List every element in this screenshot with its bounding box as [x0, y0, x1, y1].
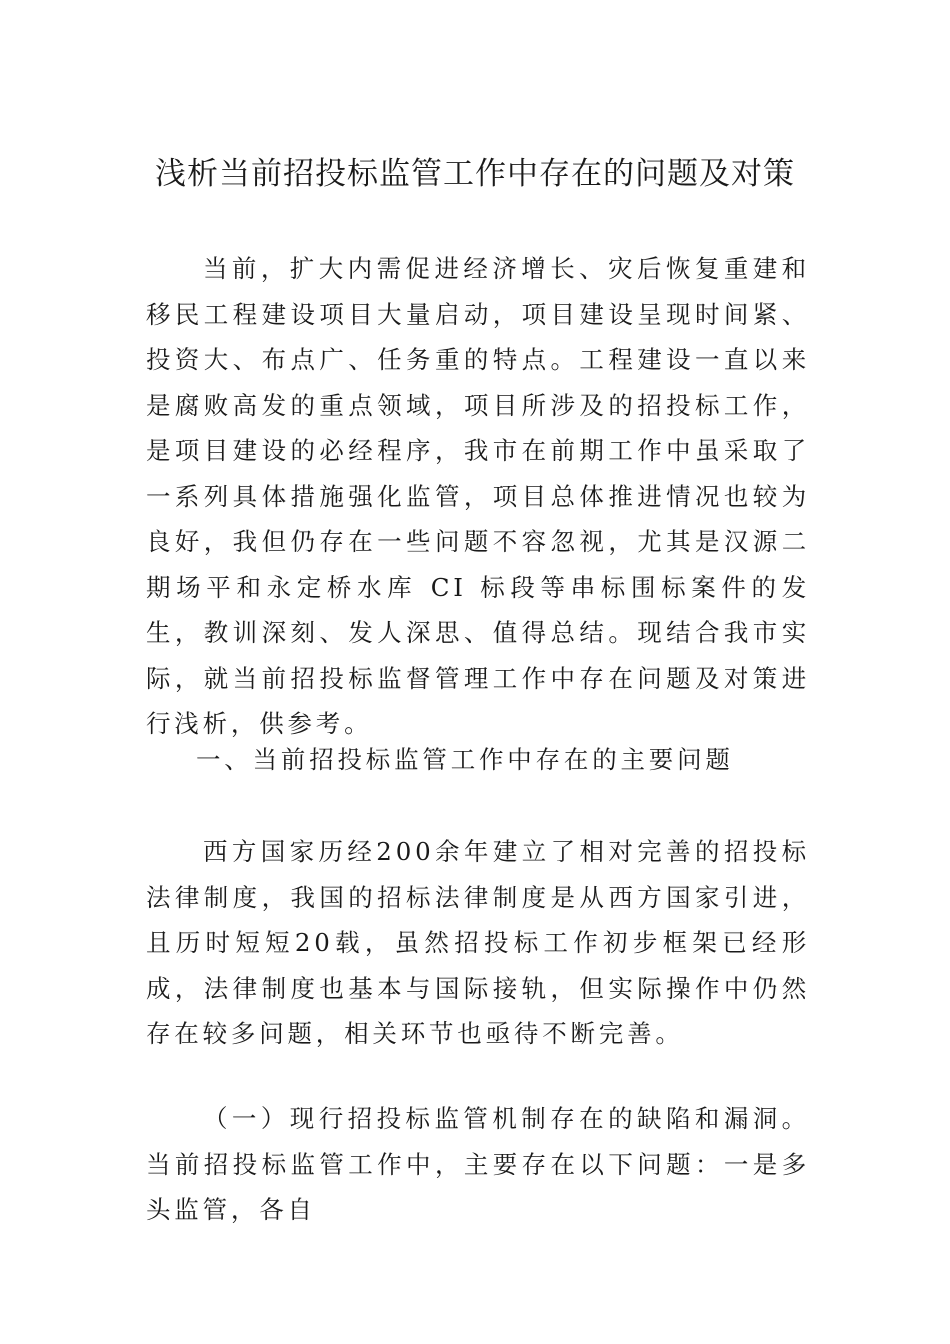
body-paragraph: 西方国家历经200余年建立了相对完善的招投标法律制度，我国的招标法律制度是从西方国家引进，且历时短短20载，虽然招投标工作初步框架已经形成，法律制度也基本与国际接轨，但实际操作中仍然存在较多问题，相关环节也亟待不断完善。 [146, 837, 810, 1048]
document-title: 浅析当前招投标监管工作中存在的问题及对策 [155, 156, 795, 192]
intro-paragraph: 当前，扩大内需促进经济增长、灾后恢复重建和移民工程建设项目大量启动，项目建设呈现时间紧、投资大、布点广、任务重的特点。工程建设一直以来是腐败高发的重点领域，项目所涉及的招投标工作，是项目建设的必经程序，我市在前期工作中虽采取了一系列具体措施强化监管，项目总体推进情况也较为良好，我但仍存在一些问题不容忽视，尤其是汉源二期场平和永定桥水库 CI 标段等串标围标案件的发生，教训深刻、发人深思、值得总结。现结合我市实际，就当前招投标监督管理工作中存在问题及对策进行浅析，供参考。 [146, 254, 810, 738]
section-heading: 一、当前招投标监管工作中存在的主要问题 [196, 745, 734, 774]
subsection-paragraph: （一）现行招投标监管机制存在的缺陷和漏洞。当前招投标监管工作中，主要存在以下问题：一是多头监管，各自 [146, 1104, 810, 1224]
